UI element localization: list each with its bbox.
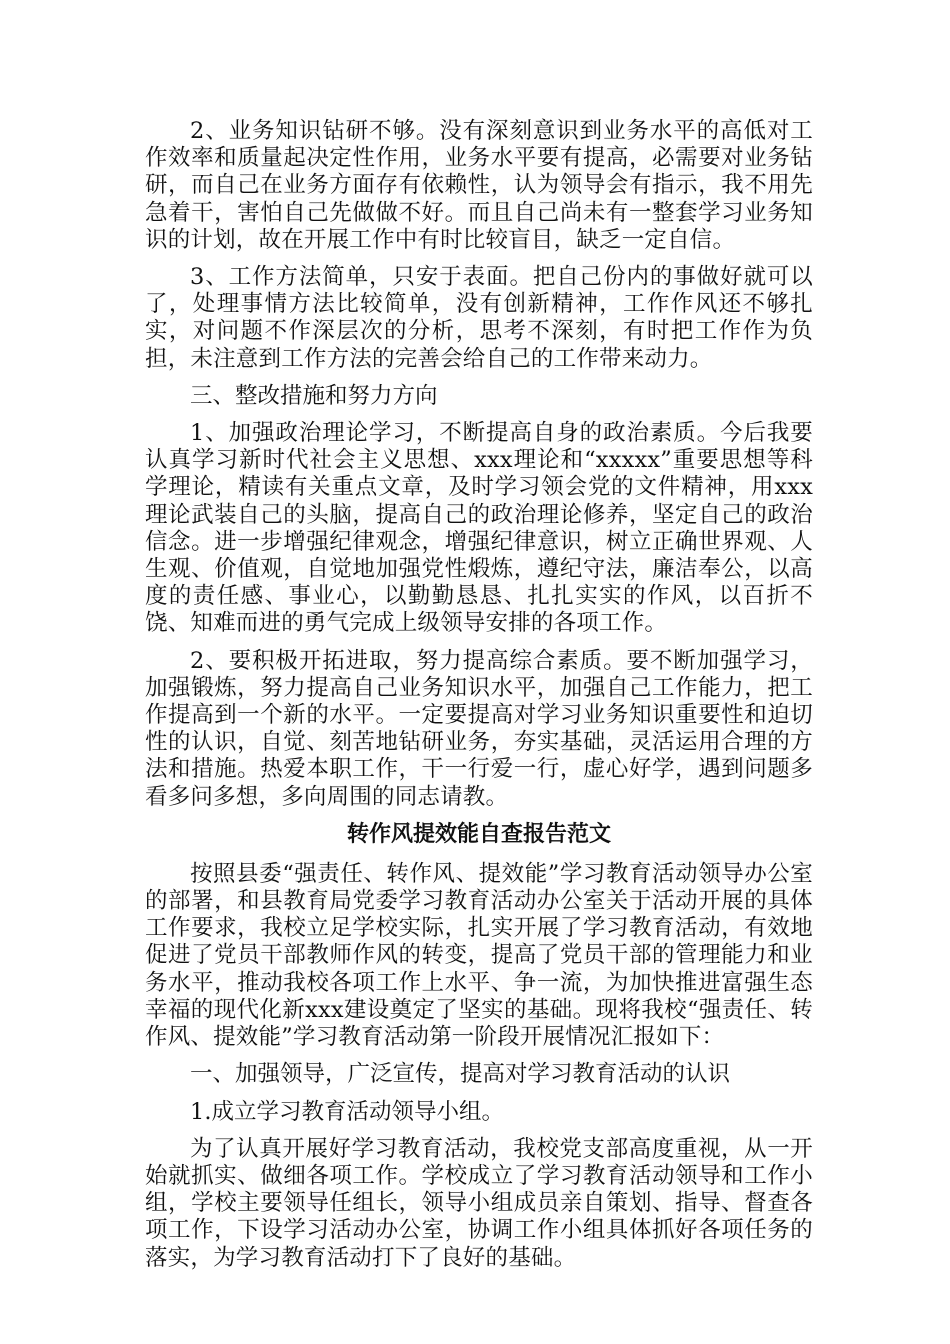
paragraph-point-3-work-method: 3、工作方法简单，只安于表面。把自己份内的事做好就可以了，处理事情方法比较简单，没有创新精神，工作作风还不够扎实，对问题不作深层次的分析，思考不深刻，有时把工作作为负担，未注意到工作方法的完善会给自己的工作带来动力。 — [145, 264, 813, 372]
paragraph-group-details: 为了认真开展好学习教育活动，我校党支部高度重视，从一开始就抓实、做细各项工作。学校成立了学习教育活动领导和工作小组，学校主要领导任组长，领导小组成员亲自策划、指导、督查各项工作，下设学习活动办公室，协调工作小组具体抓好各项任务的落实，为学习教育活动打下了良好的基础。 — [145, 1135, 813, 1271]
subheading-establish-group: 1.成立学习教育活动领导小组。 — [190, 1098, 504, 1125]
paragraph-measure-2-improve-quality: 2、要积极开拓进取，努力提高综合素质。要不断加强学习，加强锻炼，努力提高自己业务知识水平，加强自己工作能力，把工作提高到一个新的水平。一定要提高对学习业务知识重要性和迫切性的认识，自觉、刻苦地钻研业务，夯实基础，灵活运用合理的方法和措施。热爱本职工作，干一行爱一行，虚心好学，遇到问题多看多问多想，多向周围的同志请教。 — [145, 647, 813, 810]
paragraph-report-intro: 按照县委“强责任、转作风、提效能”学习教育活动领导办公室的部署，和县教育局党委学习教育活动办公室关于活动开展的具体工作要求，我校立足学校实际，扎实开展了学习教育活动，有效地促进了党员干部教师作风的转变，提高了党员干部的管理能力和业务水平，推动我校各项工作上水平、争一流，为加快推进富强生态幸福的现代化新xxx建设奠定了坚实的基础。现将我校“强责任、转作风、提效能”学习教育活动第一阶段开展情况汇报如下： — [145, 860, 813, 1051]
section-heading-rectification: 三、整改措施和努力方向 — [190, 382, 438, 409]
report-title: 转作风提效能自查报告范文 — [346, 821, 611, 847]
section-heading-strengthen-leadership: 一、加强领导，广泛宣传，提高对学习教育活动的认识 — [190, 1061, 731, 1088]
paragraph-measure-1-political-study: 1、加强政治理论学习，不断提高自身的政治素质。今后我要认真学习新时代社会主义思想、xxx理论和“xxxxx”重要思想等科学理论，精读有关重点文章，及时学习领会党的文件精神，用xxx理论武装自己的头脑，提高自己的政治理论修养，坚定自己的政治信念。进一步增强纪律观念，增强纪律意识，树立正确世界观、人生观、价值观，自觉地加强党性煅炼，遵纪守法，廉洁奉公，以高度的责任感、事业心，以勤勤恳恳、扎扎实实的作风，以百折不饶、知难而进的勇气完成上级领导安排的各项工作。 — [145, 420, 813, 637]
paragraph-point-2-business-knowledge: 2、业务知识钻研不够。没有深刻意识到业务水平的高低对工作效率和质量起决定性作用，业务水平要有提高，必需要对业务钻研，而自己在业务方面存有依赖性，认为领导会有指示，我不用先急着干，害怕自己先做做不好。而且自己尚未有一整套学习业务知识的计划，故在开展工作中有时比较盲目，缺乏一定自信。 — [145, 118, 813, 253]
document-body — [145, 118, 813, 1282]
